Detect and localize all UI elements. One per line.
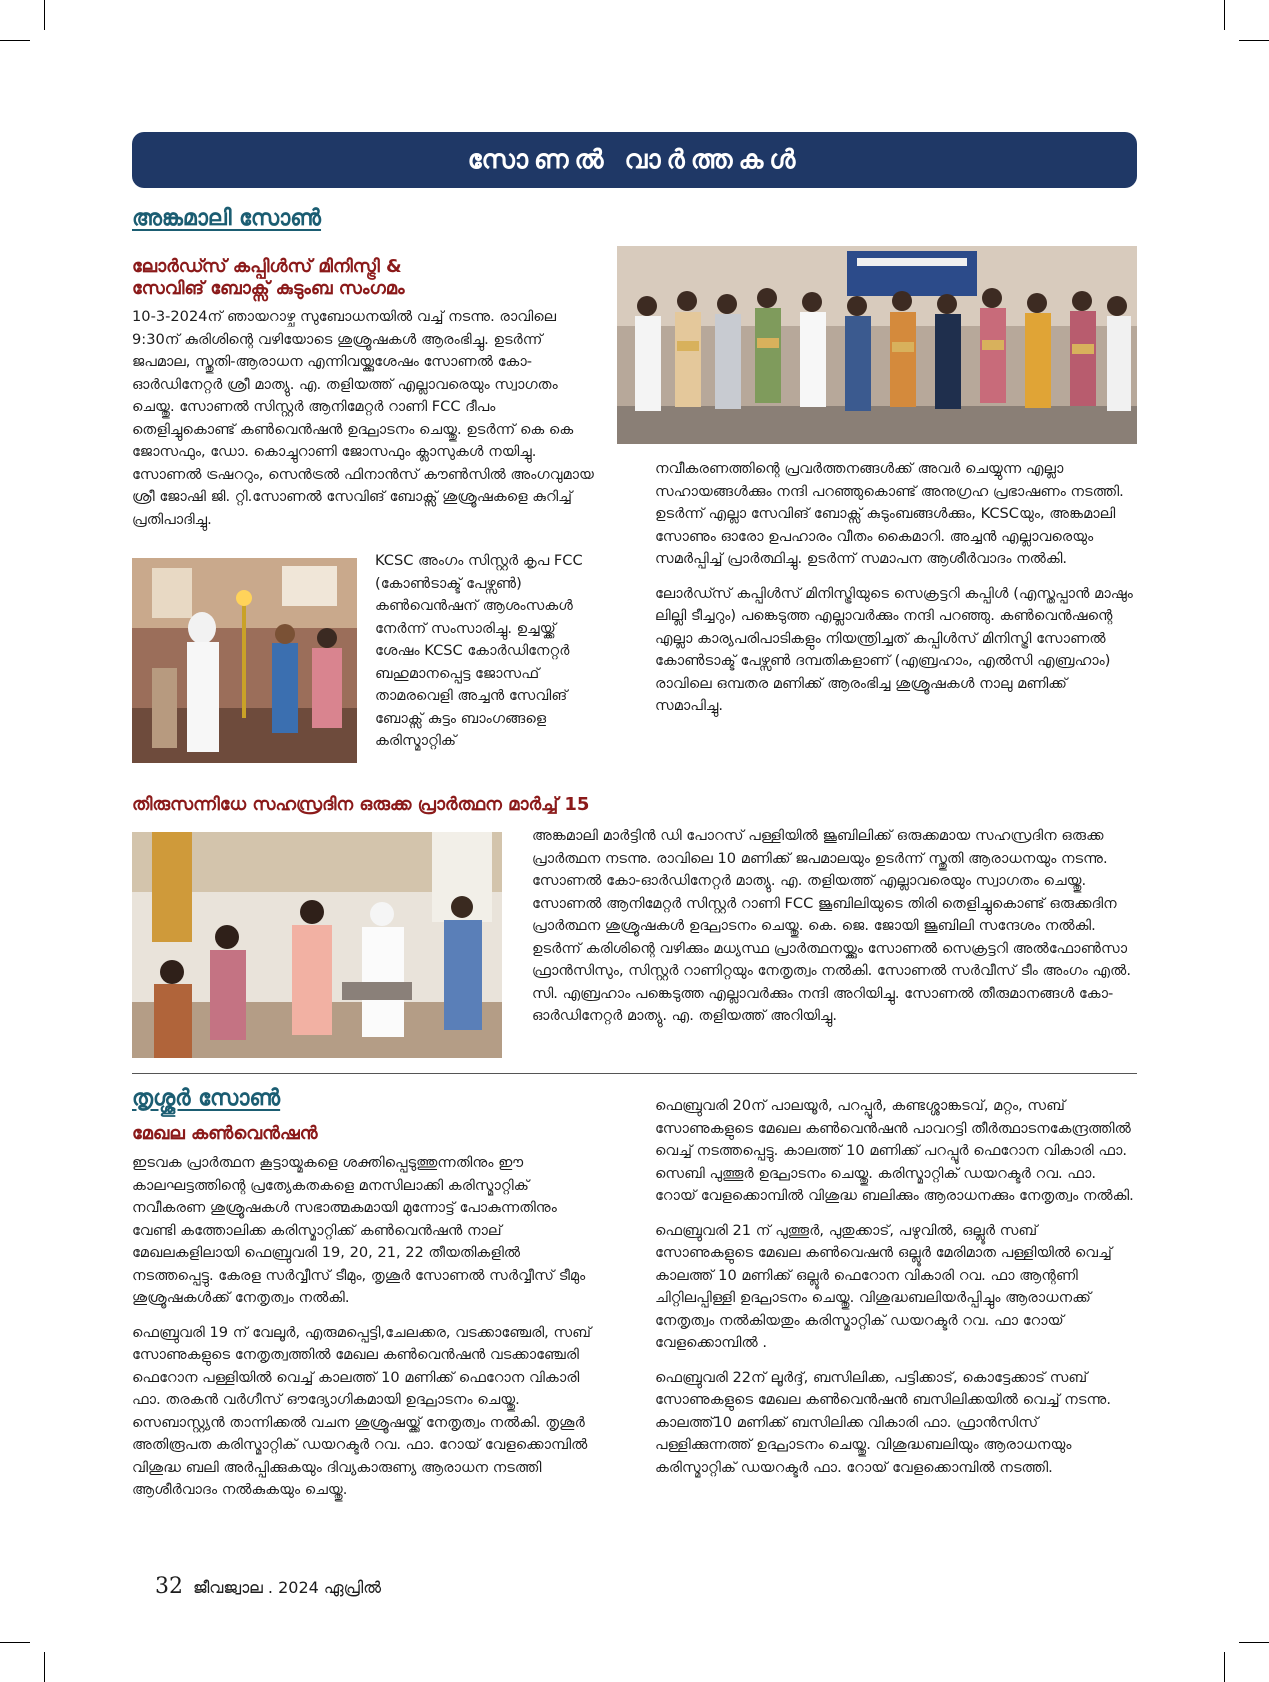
story-heading-line1: ലോർഡ്സ് കപ്പിൾസ് മിനിസ്ട്രി & xyxy=(132,256,402,277)
paragraph-text: നവീകരണത്തിന്റെ പ്രവർത്തനങ്ങൾക്ക് അവർ ചെയ്യുന്ന എല്ലാ സഹായങ്ങൾക്കും നന്ദി പറഞ്ഞുകൊണ്ട് അനുഗ്രഹ പ്രഭാഷണം നടത്തി. ഉടർന്ന് എല്ലാ സേവിങ് ബോക്സ് കുടുംബങ്ങൾക്കും, KCSCയും, അങ്കമാലി സോണും ഓരോ ഉപഹാരം വീതം കൈമാറി. അച്ചൻ എല്ലാവരെയും സമർപ്പിച്ച് പ്രാർത്ഥിച്ചു. ഉടർന്ന് സമാപന ആശീർവാദം നൽകി. xyxy=(655,460,1124,567)
page-number: 32 xyxy=(155,1574,183,1599)
story-paragraph xyxy=(532,825,1137,1040)
paragraph-text: KCSC അംഗം സിസ്റ്റർ കൃപ FCC (കോൺടാക്ട് പേഴ്സൺ) കൺവെൻഷന് ആശംസകൾ നേർന്ന് സംസാരിച്ചു. ഉച്ചയ്ക്ക് ശേഷം KCSC കോർഡിനേറ്റർ ബഹുമാനപ്പെട്ട ജോസഫ് താമരവെളി അച്ചൻ സേവിങ് ബോക്സ് കുട്ടം ബാംഗങ്ങളെ കരിസ്മാറ്റിക് xyxy=(375,552,583,749)
story-heading: തിരുസന്നിധേ സഹസ്രദിന ഒരുക്ക പ്രാർത്ഥന മാർച്ച് 15 xyxy=(132,794,590,815)
paragraph-text: ഫെബ്രുവരി 20ന് പാലയൂർ, പറപ്പൂർ, കണ്ടശ്ശാങ്കടവ്, മറ്റം, സബ് സോണുകളുടെ മേഖല കൺവെൻഷൻ പാവറട്ടി തീർത്ഥാടനകേന്ദ്രത്തിൽ വെച്ച് നടത്തപ്പെട്ടു. കാലത്ത് 10 മണിക്ക് പറപ്പൂർ ഫെറോന വികാരി ഫാ. സെബി പുത്തൂർ ഉദ്ഘാടനം ചെയ്തു. കരിസ്മാറ്റിക് ഡയറക്ടർ റവ. ഫാ. റോയ് വേളക്കൊമ്പിൽ വിശുദ്ധ ബലിക്കും ആരാധനക്കും നേതൃത്വം നൽകി. xyxy=(655,1097,1134,1204)
photo-prayer-candle xyxy=(132,832,502,1058)
story-paragraph-left xyxy=(132,1152,597,1514)
story-paragraph xyxy=(132,306,597,543)
story-heading-line2: സേവിങ് ബോക്സ് കുടുംബ സംഗമം xyxy=(132,278,405,299)
zone-title-angamaly: അങ്കമാലി സോൺ xyxy=(132,206,322,231)
crop-mark xyxy=(1239,1642,1269,1643)
story-paragraph-wrap xyxy=(375,550,597,765)
crop-mark xyxy=(44,0,45,30)
story-heading xyxy=(132,256,405,300)
paragraph-text: ഇടവക പ്രാർത്ഥന കൂട്ടായ്മകളെ ശക്തിപ്പെടുത്തുന്നതിനും ഈ കാലഘട്ടത്തിന്റെ പ്രത്യേകതകളെ മനസിലാക്കി കരിസ്മാറ്റിക് നവീകരണ ശുശ്രൂഷകൾ സഭാത്മകമായി മുന്നോട്ട് പോകുന്നതിനും വേണ്ടി കത്തോലിക്ക കരിസ്മാറ്റിക്ക് കൺവെൻഷൻ നാല് മേഖലകളിലായി ഫെബ്രുവരി 19, 20, 21, 22 തീയതികളിൽ നടത്തപ്പെട്ടു. കേരള സർവ്വീസ് ടീമും, തൃശൂർ സോണൽ സർവ്വീസ് ടീമും ശുശ്രൂഷകൾക്ക് നേതൃത്വം നൽകി. xyxy=(132,1154,586,1306)
section-divider xyxy=(132,1073,1137,1074)
photo-group xyxy=(617,246,1137,444)
banner-title: സോണൽ വാർത്തകൾ xyxy=(467,144,802,175)
story-heading: മേഖല കൺവെൻഷൻ xyxy=(132,1123,318,1144)
crop-mark xyxy=(44,1652,45,1682)
page-footer xyxy=(155,1574,381,1599)
paragraph-text: ഫെബ്രുവരി 22ന് ലൂർദ്ദ്, ബസിലിക്ക, പട്ടിക്കാട്, കൊട്ടേക്കാട് സബ് സോണുകളുടെ മേഖല കൺവെൻഷൻ ബസിലിക്കയിൽ വെച്ച് നടന്നു. കാലത്ത്10 മണിക്ക് ബസിലിക്ക വികാരി ഫാ. ഫ്രാൻസിസ് പള്ളിക്കുന്നത്ത് ഉദ്ഘാടനം ചെയ്തു. വിശുദ്ധബലിയും ആരാധനയും കരിസ്മാറ്റിക് ഡയറക്ടർ ഫാ. റോയ് വേളക്കൊമ്പിൽ നടത്തി. xyxy=(655,1368,1111,1476)
photo-lamp-lighting xyxy=(132,558,357,763)
crop-mark xyxy=(0,1642,30,1643)
magazine-issue: ജീവജ്വാല . 2024 ഏപ്രിൽ xyxy=(193,1578,382,1597)
paragraph-text: 10-3-2024ന് ഞായറാഴ്ച സുബോധനയിൽ വച്ച് നടന്നു. രാവിലെ 9:30ന് കുരിശിന്റെ വഴിയോടെ ശുശ്രൂഷകൾ ആരംഭിച്ചു. ഉടർന്ന് ജപമാല, സ്തുതി-ആരാധന എന്നിവയ്ക്കുശേഷം സോണൽ കോ-ഓർഡിനേറ്റർ ശ്രീ മാത്യു. എ. തളിയത്ത് എല്ലാവരെയും സ്വാഗതം ചെയ്തു. സോണൽ സിസ്റ്റർ ആനിമേറ്റർ റാണി FCC ദീപം തെളിച്ചുകൊണ്ട് കൺവെൻഷൻ ഉദ്ഘാടനം ചെയ്തു. ഉടർന്ന് കെ കെ ജോസഫും, ഡോ. കൊച്ചുറാണി ജോസഫും ക്ലാസുകൾ നയിച്ചു. സോണൽ ട്രഷററും, സെൻട്രൽ ഫിനാൻസ് കൗൺസിൽ അംഗവുമായ ശ്രീ ജോഷി ജി. റ്റി.സോണൽ സേവിങ് ബോക്സ് ശുശ്രൂഷകളെ കുറിച്ച് പ്രതിപാദിച്ചു. xyxy=(132,308,594,528)
crop-mark xyxy=(0,40,30,41)
paragraph-text: ലോർഡ്സ് കപ്പിൾസ് മിനിസ്ട്രിയുടെ സെക്രട്ടറി കപ്പിൾ (എസ്തപ്പാൻ മാഷും ലില്ലി ടീച്ചറും) പങ്കെടുത്ത എല്ലാവർക്കും നന്ദി പറഞ്ഞു. കൺവെൻഷന്റെ എല്ലാ കാര്യപരിപാടികളും നിയന്ത്രിച്ചത് കപ്പിൾസ് മിനിസ്ട്രി സോണൽ കോൺടാക്ട് പേഴ്സൺ ദമ്പതികളാണ് (എബ്രഹാം, എൽസി എബ്രഹാം) രാവിലെ ഒമ്പതര മണിക്ക് ആരംഭിച്ച ശുശ്രൂഷകൾ നാലു മണിക്ക് സമാപിച്ചു. xyxy=(655,584,1133,714)
crop-mark xyxy=(1224,1652,1225,1682)
crop-mark xyxy=(1239,40,1269,41)
paragraph-text: ഫെബ്രുവരി 21 ന് പുത്തൂർ, പുതുക്കാട്, പഴുവിൽ, ഒല്ലൂർ സബ് സോണുകളുടെ മേഖല കൺവെഷൻ ഒല്ലൂർ മേരിമാത പള്ളിയിൽ വെച്ച് കാലത്ത് 10 മണിക്ക് ഒല്ലൂർ ഫെറോന വികാരി റവ. ഫാ ആന്റണി ചിറ്റിലപ്പിള്ളി ഉദ്ഘാടനം ചെയ്തു. വിശുദ്ധബലിയർപ്പിച്ചും ആരാധനക്ക് നേതൃത്വം നൽകിയതും കരിസ്മാറ്റിക് ഡയറക്ടർ റവ. ഫാ റോയ് വേളക്കൊമ്പിൽ . xyxy=(655,1221,1112,1351)
section-banner xyxy=(132,132,1137,188)
story-paragraph-right xyxy=(655,1095,1137,1491)
paragraph-text: അങ്കമാലി മാർട്ടിൻ ഡി പോറസ് പള്ളിയിൽ ജൂബിലിക്ക് ഒരുക്കമായ സഹസ്രദിന ഒരുക്ക പ്രാർത്ഥന നടന്നു. രാവിലെ 10 മണിക്ക് ജപമാലയും ഉടർന്ന് സ്തുതി ആരാധനയും നടന്നു. സോണൽ കോ-ഓർഡിനേറ്റർ മാത്യു. എ. തളിയത്ത് എല്ലാവരെയും സ്വാഗതം ചെയ്തു. സോണൽ ആനിമേറ്റർ സിസ്റ്റർ റാണി FCC ജൂബിലിയുടെ തിരി തെളിച്ചുകൊണ്ട് ഒരുക്കദിന പ്രാർത്ഥന ശുശ്രൂഷകൾ ഉദ്ഘാടനം ചെയ്തു. കെ. ജെ. ജോയി ജൂബിലി സന്ദേശം നൽകി. ഉടർന്ന് കരിശിന്റെ വഴിക്കും മധ്യസ്ഥ പ്രാർത്ഥനയ്ക്കും സോണൽ സെക്രട്ടറി അൽഫോൺസാ ഫ്രാൻസിസും, സിസ്റ്റർ റാണിറ്റയും നേതൃത്വം നൽകി. സോണൽ സർവീസ് ടീം അംഗം എൽ. സി. എബ്രഹാം പങ്കെടുത്ത എല്ലാവർക്കും നന്ദി അറിയിച്ചു. സോണൽ തീരുമാനങ്ങൾ കോ-ഓർഡിനേറ്റർ മാത്യു. എ. തളിയത്ത് അറിയിച്ചു. xyxy=(532,827,1131,1024)
crop-mark xyxy=(1224,0,1225,30)
zone-title-thrissur: തൃശ്ശൂർ സോൺ xyxy=(132,1086,281,1111)
paragraph-text: ഫെബ്രുവരി 19 ന് വേലൂർ, എരുമപ്പെട്ടി,ചേലക്കര, വടക്കാഞ്ചേരി, സബ് സോണുകളുടെ നേതൃത്വത്തിൽ മേഖല കൺവെൻഷൻ വടക്കാഞ്ചേരി ഫെറോന പള്ളിയിൽ വെച്ച് കാലത്ത് 10 മണിക്ക് ഫെറോന വികാരി ഫാ. തരകൻ വർഗീസ് ഔദ്യോഗികമായി ഉദ്ഘാടനം ചെയ്തു. സെബാസ്റ്റ്യൻ താന്നിക്കൽ വചന ശുശ്രൂഷയ്ക്ക് നേതൃത്വം നൽകി. തൃശൂർ അതിരൂപത കരിസ്മാറ്റിക് ഡയറക്ടർ റവ. ഫാ. റോയ് വേളക്കൊമ്പിൽ വിശുദ്ധ ബലി അർപ്പിക്കുകയും ദിവ്യകാരുണ്യ ആരാധന നടത്തി ആശീർവാദം നൽകുകയും ചെയ്തു. xyxy=(132,1323,592,1498)
story-paragraph-right xyxy=(655,458,1137,730)
